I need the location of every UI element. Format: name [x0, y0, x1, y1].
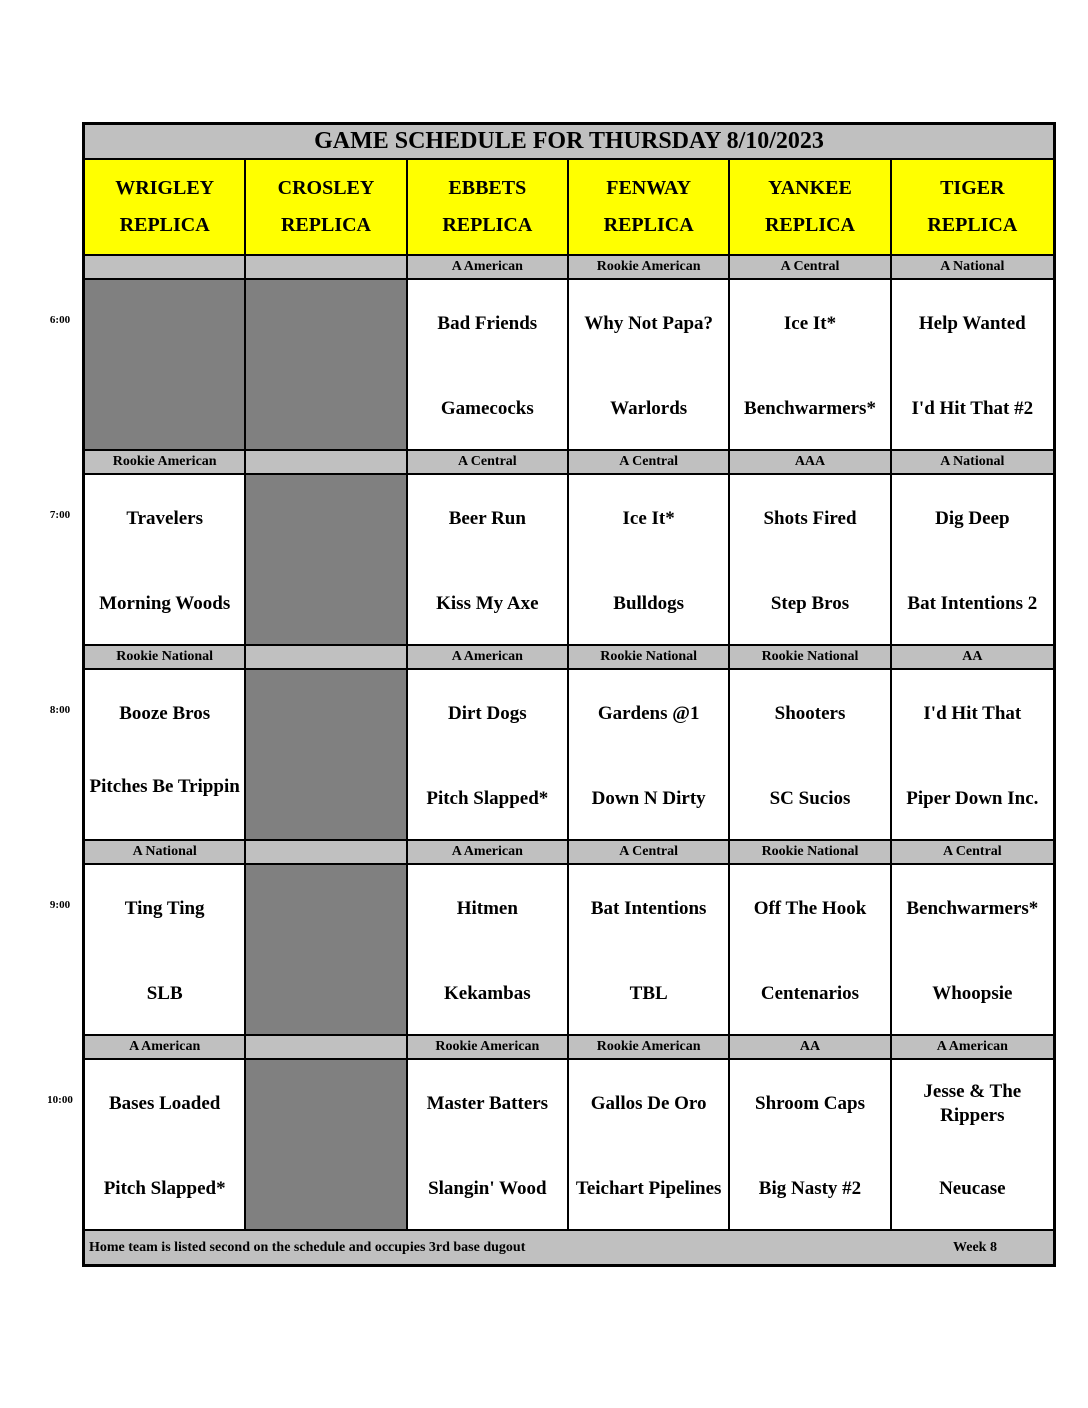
game-row — [85, 1060, 1053, 1231]
division-label: A American — [85, 1036, 246, 1060]
away-team: Help Wanted — [918, 313, 1026, 334]
empty-game-cell — [246, 670, 407, 841]
home-team: Whoopsie — [932, 983, 1013, 1004]
home-team: I'd Hit That #2 — [911, 398, 1034, 419]
home-team: Kiss My Axe — [436, 593, 539, 614]
game-cell — [85, 865, 246, 1036]
schedule-table — [82, 122, 1056, 1267]
division-label: AA — [892, 646, 1053, 670]
field-subtitle: REPLICA — [280, 214, 371, 236]
empty-game-cell — [246, 475, 407, 646]
field-name: TIGER — [940, 177, 1005, 199]
time-label: 6:00 — [49, 314, 71, 326]
away-team: Gallos De Oro — [590, 1093, 707, 1114]
division-label: AAA — [730, 451, 891, 475]
game-cell — [892, 475, 1053, 646]
field-name: FENWAY — [606, 177, 692, 199]
field-name: EBBETS — [448, 177, 527, 199]
game-cell — [892, 280, 1053, 451]
field-subtitle: REPLICA — [764, 214, 855, 236]
home-team: Big Nasty #2 — [758, 1178, 862, 1199]
division-label: A Central — [730, 256, 891, 280]
empty-game-cell — [246, 280, 407, 451]
home-team: Morning Woods — [99, 593, 231, 614]
away-team: Ice It* — [622, 508, 675, 529]
game-row — [85, 670, 1053, 841]
away-team: Gardens @1 — [597, 703, 700, 724]
division-label — [246, 841, 407, 865]
game-cell — [569, 280, 730, 451]
division-label: A Central — [892, 841, 1053, 865]
division-label: A American — [892, 1036, 1053, 1060]
game-cell — [408, 475, 569, 646]
division-label: AA — [730, 1036, 891, 1060]
game-cell — [892, 1060, 1053, 1231]
division-label: Rookie National — [85, 646, 246, 670]
game-cell — [569, 475, 730, 646]
division-label: Rookie American — [408, 1036, 569, 1060]
home-team-note: Home team is listed second on the schedule and occupies 3rd base dugout — [89, 1239, 526, 1255]
home-team: TBL — [629, 983, 668, 1004]
game-cell — [730, 1060, 891, 1231]
division-label: A American — [408, 646, 569, 670]
game-cell — [85, 475, 246, 646]
division-row — [85, 1036, 1053, 1060]
time-label: 7:00 — [49, 509, 71, 521]
away-team: Benchwarmers* — [906, 898, 1039, 919]
empty-game-cell — [246, 865, 407, 1036]
game-cell — [569, 670, 730, 841]
home-team: Step Bros — [770, 593, 850, 614]
division-row — [85, 256, 1053, 280]
division-label — [246, 256, 407, 280]
home-team: Piper Down Inc. — [906, 788, 1039, 809]
division-label: A Central — [569, 451, 730, 475]
away-team: Bases Loaded — [108, 1093, 221, 1114]
game-cell — [408, 670, 569, 841]
home-team: Benchwarmers* — [744, 398, 876, 419]
division-row — [85, 451, 1053, 475]
schedule-title: GAME SCHEDULE FOR THURSDAY 8/10/2023 — [85, 125, 1053, 160]
home-team: Pitch Slapped* — [103, 1178, 226, 1199]
home-team: Neucase — [939, 1178, 1006, 1199]
division-label: Rookie American — [569, 1036, 730, 1060]
division-label — [246, 1036, 407, 1060]
home-team: Gamecocks — [440, 398, 534, 419]
home-team: Teichart Pipelines — [575, 1178, 722, 1199]
division-label — [246, 646, 407, 670]
away-team: Shots Fired — [763, 508, 857, 529]
away-team: Off The Hook — [753, 898, 867, 919]
away-team: Master Batters — [426, 1093, 549, 1114]
home-team: Bulldogs — [613, 593, 685, 614]
game-cell — [569, 1060, 730, 1231]
game-cell — [892, 670, 1053, 841]
home-team: Slangin' Wood — [428, 1178, 547, 1199]
field-header-ebbets — [408, 160, 569, 256]
away-team: Shooters — [774, 703, 846, 724]
empty-game-cell — [246, 1060, 407, 1231]
away-team: Ice It* — [783, 313, 837, 334]
away-team: Shroom Caps — [755, 1093, 865, 1114]
game-cell — [408, 865, 569, 1036]
time-label: 10:00 — [47, 1094, 73, 1106]
field-subtitle: REPLICA — [442, 214, 533, 236]
away-team: Hitmen — [456, 898, 518, 919]
game-row — [85, 280, 1053, 451]
division-label: A Central — [569, 841, 730, 865]
field-name: CROSLEY — [277, 177, 375, 199]
home-team: SC Sucios — [769, 788, 851, 809]
schedule-footer — [85, 1231, 1053, 1264]
away-team: I'd Hit That — [923, 703, 1022, 724]
home-team: Bat Intentions 2 — [907, 593, 1038, 614]
away-team: Travelers — [126, 508, 203, 529]
away-team: Jesse & The Rippers — [923, 1081, 1022, 1126]
game-cell — [408, 1060, 569, 1231]
division-label: A American — [408, 256, 569, 280]
time-label: 8:00 — [49, 704, 71, 716]
away-team: Booze Bros — [119, 703, 211, 724]
field-name: YANKEE — [768, 177, 852, 199]
game-cell — [569, 865, 730, 1036]
game-cell — [85, 670, 246, 841]
game-cell — [730, 280, 891, 451]
division-label: A American — [408, 841, 569, 865]
home-team: Centenarios — [760, 983, 860, 1004]
away-team: Beer Run — [448, 508, 526, 529]
field-header-yankee — [730, 160, 891, 256]
division-row — [85, 841, 1053, 865]
field-header-wrigley — [85, 160, 246, 256]
game-row — [85, 475, 1053, 646]
away-team: Bad Friends — [437, 313, 538, 334]
division-row — [85, 646, 1053, 670]
game-cell — [408, 280, 569, 451]
home-team: Pitch Slapped* — [426, 788, 549, 809]
home-team: SLB — [146, 983, 183, 1004]
field-subtitle: REPLICA — [119, 214, 210, 236]
field-header-tiger — [892, 160, 1053, 256]
division-label — [85, 256, 246, 280]
field-subtitle: REPLICA — [927, 214, 1018, 236]
away-team: Bat Intentions — [590, 898, 707, 919]
game-cell — [85, 1060, 246, 1231]
away-team: Dig Deep — [935, 508, 1010, 529]
division-label: A National — [892, 256, 1053, 280]
field-subtitle: REPLICA — [603, 214, 694, 236]
game-cell — [892, 865, 1053, 1036]
game-cell — [730, 475, 891, 646]
division-label: Rookie National — [730, 646, 891, 670]
home-team: Kekambas — [444, 983, 531, 1004]
division-label: A Central — [408, 451, 569, 475]
away-team: Dirt Dogs — [448, 703, 527, 724]
game-cell — [730, 670, 891, 841]
game-row — [85, 865, 1053, 1036]
time-slots — [85, 256, 1053, 1231]
field-header-crosley — [246, 160, 407, 256]
home-team: Down N Dirty — [591, 788, 706, 809]
division-label: Rookie American — [85, 451, 246, 475]
game-cell — [730, 865, 891, 1036]
home-team: Pitches Be Trippin — [89, 776, 240, 797]
division-label: A National — [85, 841, 246, 865]
field-header-row — [85, 160, 1053, 256]
time-label: 9:00 — [49, 899, 71, 911]
empty-game-cell — [85, 280, 246, 451]
field-header-fenway — [569, 160, 730, 256]
division-label — [246, 451, 407, 475]
away-team: Why Not Papa? — [584, 313, 714, 334]
week-label: Week 8 — [953, 1239, 997, 1255]
division-label: Rookie National — [569, 646, 730, 670]
division-label: A National — [892, 451, 1053, 475]
field-name: WRIGLEY — [115, 177, 215, 199]
division-label: Rookie National — [730, 841, 891, 865]
away-team: Ting Ting — [124, 898, 205, 919]
division-label: Rookie American — [569, 256, 730, 280]
home-team: Warlords — [610, 398, 688, 419]
